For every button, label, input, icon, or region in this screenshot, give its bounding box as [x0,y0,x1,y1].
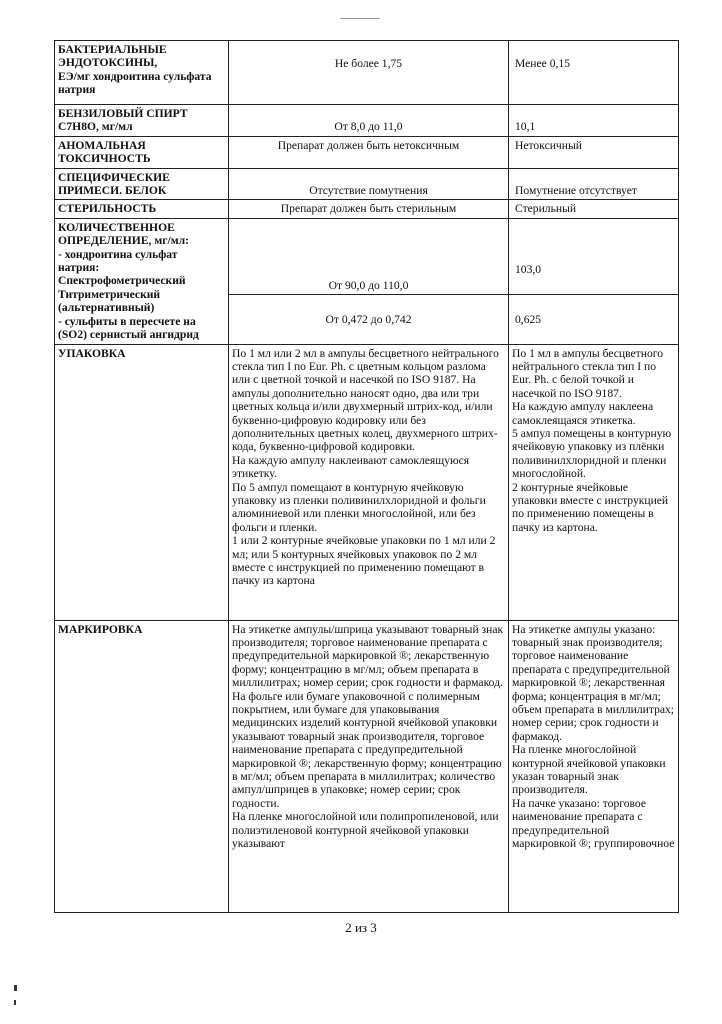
parameter-name: КОЛИЧЕСТВЕННОЕ ОПРЕДЕЛЕНИЕ, мг/мл: - хондроитина сульфат натрия: Спектрофометрический Титриметрический (альтернативный) - сульфиты в пересчете на (SO2) сернистый ангидрид [55,218,229,344]
specification-table [54,40,679,913]
result-cell: Стерильный [509,200,679,218]
parameter-name: АНОМАЛЬНАЯ ТОКСИЧНОСТЬ [55,136,229,168]
norm-cell: На этикетке ампулы/шприца указывают товарный знак производителя; торговое наименование препарата с предупредительной маркировкой ®; лекарственную форму; концентрацию в мг/мл; объем препарата в миллилитрах; номер серии; срок годности и фармакод. На фольге или бумаге упаковочной с полимерным покрытием, или бумаге для упаковывания медицинских изделий контурной ячейковой упаковки указывают товарный знак производителя, торговое наименование препарата с предупредительной маркировкой ®; лекарственную форму; концентрацию в мг/мл; объем препарата в миллилитрах; количество ампул/шприцев в упаковке; номер серии; срок годности. На пленке многослойной или полипропиленовой, или полиэтиленовой контурной ячейковой упаковки указывают [229,620,509,912]
result-cell: 103,0 [509,218,679,294]
table-row [55,200,679,218]
table-row [55,218,679,294]
result-cell: По 1 мл в ампулы бесцветного нейтрального стекла тип I по Eur. Ph. с белой точкой и насечкой по ISO 9187. На каждую ампулу наклеена самоклеящаяся этикетка. 5 ампул помещены в контурную ячейковую упаковку из плёнки поливинилхлоридной и пленки многослойной. 2 контурные ячейковые упаковки вместе с инструкцией по применению помещены в пачку из картона. [509,344,679,620]
parameter-name: БЕНЗИЛОВЫЙ СПИРТ C7H8O, мг/мл [55,105,229,137]
parameter-name: МАРКИРОВКА [55,620,229,912]
norm-cell: Препарат должен быть стерильным [229,200,509,218]
parameter-cell [55,41,229,105]
parameter-name: СПЕЦИФИЧЕСКИЕ ПРИМЕСИ. БЕЛОК [55,168,229,200]
parameter-unit: ЕЭ/мг хондроитина сульфата натрия [58,69,212,97]
result-cell: Помутнение отсутствует [509,168,679,200]
parameter-name: СТЕРИЛЬНОСТЬ [55,200,229,218]
result-cell: На этикетке ампулы указано: товарный знак производителя; торговое наименование препарата с предупредительной маркировкой ®; лекарственная форма; концентрация в мг/мл; объем препарата в миллилитрах; номер серии; срок годности и фармакод. На пленке многослойной контурной ячейковой упаковки указан товарный знак производителя. На пачке указано: торговое наименование препарата с предупредительной маркировкой ®; группировочное [509,620,679,912]
norm-cell: Отсутствие помутнения [229,168,509,200]
result-cell: 0,625 [509,295,679,344]
parameter-name: УПАКОВКА [55,344,229,620]
result-cell: Нетоксичный [509,136,679,168]
table-row [55,41,679,105]
parameter-name: БАКТЕРИАЛЬНЫЕ ЭНДОТОКСИНЫ, [58,43,167,70]
norm-cell: От 8,0 до 11,0 [229,105,509,137]
table-row [55,344,679,620]
table-row [55,168,679,200]
scan-artifact [14,985,17,991]
norm-cell: От 90,0 до 110,0 [229,218,509,294]
scan-artifact [340,18,380,19]
norm-cell: Не более 1,75 [229,41,509,105]
table-row [55,105,679,137]
page-number: 2 из 3 [345,920,377,935]
result-cell: Менее 0,15 [509,41,679,105]
norm-cell: Препарат должен быть нетоксичным [229,136,509,168]
scan-artifact [14,1000,16,1005]
table-row [55,136,679,168]
table-row [55,620,679,912]
norm-cell: От 0,472 до 0,742 [229,295,509,344]
result-cell: 10,1 [509,105,679,137]
norm-cell: По 1 мл или 2 мл в ампулы бесцветного нейтрального стекла тип I по Eur. Ph. с цветным кольцом разлома или с цветной точкой и насечкой по ISO 9187. На ампулы дополнительно наносят одно, два или три цветных кольца и/или двухмерный штрих-код, и/или буквенно-цифровую кодировку или без дополнительных цветных колец, двухмерного штрих-кода, буквенно-цифровой кодировки. На каждую ампулу наклеивают самоклеящуюся этикетку. По 5 ампул помещают в контурную ячейковую упаковку из пленки поливинилхлоридной и фольги алюминиевой или пленки многослойной, или без фольги и пленки. 1 или 2 контурные ячейковые упаковки по 1 мл или 2 мл; или 5 контурных ячейковых упаковок по 2 мл вместе с инструкцией по применению помещают в пачку из картона [229,344,509,620]
